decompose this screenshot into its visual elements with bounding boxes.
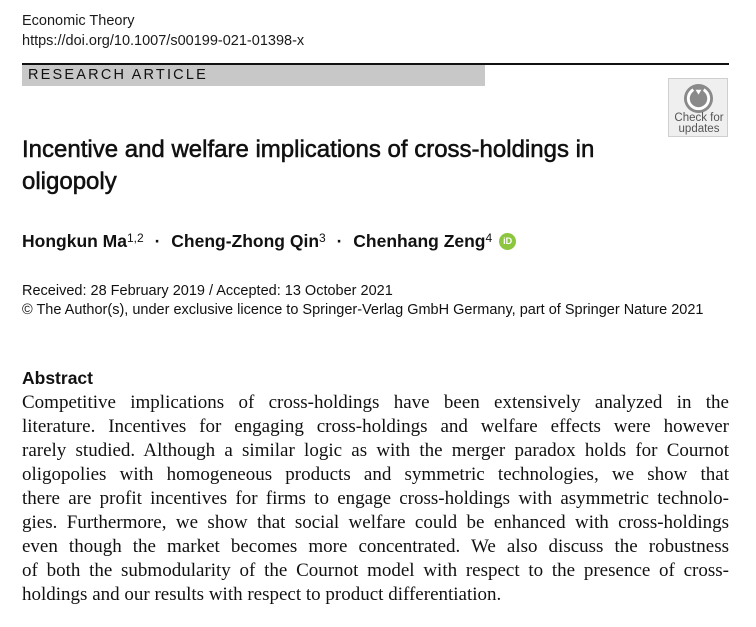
received-accepted-dates: Received: 28 February 2019 / Accepted: 13 October 2021 [22,283,393,299]
abstract-line: oligopolies with homogeneous products and symmetric technologies, we show that [22,464,729,485]
article-title: Incentive and welfare implications of cross-holdings in oligopoly [22,136,595,195]
abstract-line: there are profit incentives for firms to engage cross-holdings with asymmetric technolo- [22,488,729,509]
check-for-updates-badge[interactable] [668,78,728,137]
abstract-line: literature. Incentives for engaging cross-holdings and welfare effects were however [22,416,729,437]
check-for-updates-icon [683,83,714,114]
abstract-line: gies. Furthermore, we show that social welfare could be enhanced with cross-holdings [22,512,729,533]
check-for-line1: Check for [674,112,724,124]
author-name[interactable]: Hongkun Ma [22,231,127,251]
author-affiliation: 4 [485,231,493,245]
author-list [22,230,516,252]
abstract-line: even though the market becomes more concentrated. We also discuss the robustness [22,536,729,557]
journal-name: Economic Theory [22,13,135,29]
check-for-line2: updates [678,123,720,135]
author-separator: · [336,231,343,251]
author-affiliation: 3 [319,231,326,245]
doi-link[interactable]: https://doi.org/10.1007/s00199-021-01398-x [22,33,305,49]
abstract-line: of both the submodularity of the Cournot model with respect to the presence of cross- [22,560,729,581]
author-name[interactable]: Cheng-Zhong Qin [171,231,320,251]
author-name[interactable]: Chenhang Zeng [353,231,486,251]
copyright-notice: © The Author(s), under exclusive licence to Springer-Verlag GmbH Germany, part of Springer Nature 2021 [22,302,704,318]
orcid-icon[interactable]: iD [499,233,516,250]
abstract-line: rarely studied. Although a similar logic as with the merger paradox holds for Cournot [22,440,729,461]
abstract-line: holdings and our results with respect to product differentiation. [22,584,502,605]
abstract-line: Competitive implications of cross-holdings have been extensively analyzed in the [22,392,729,413]
author-affiliation: 1,2 [127,231,144,245]
article-type-band [22,65,485,86]
abstract-heading: Abstract [22,368,93,388]
author-separator: · [154,231,161,251]
article-type-label: RESEARCH ARTICLE [28,67,208,83]
